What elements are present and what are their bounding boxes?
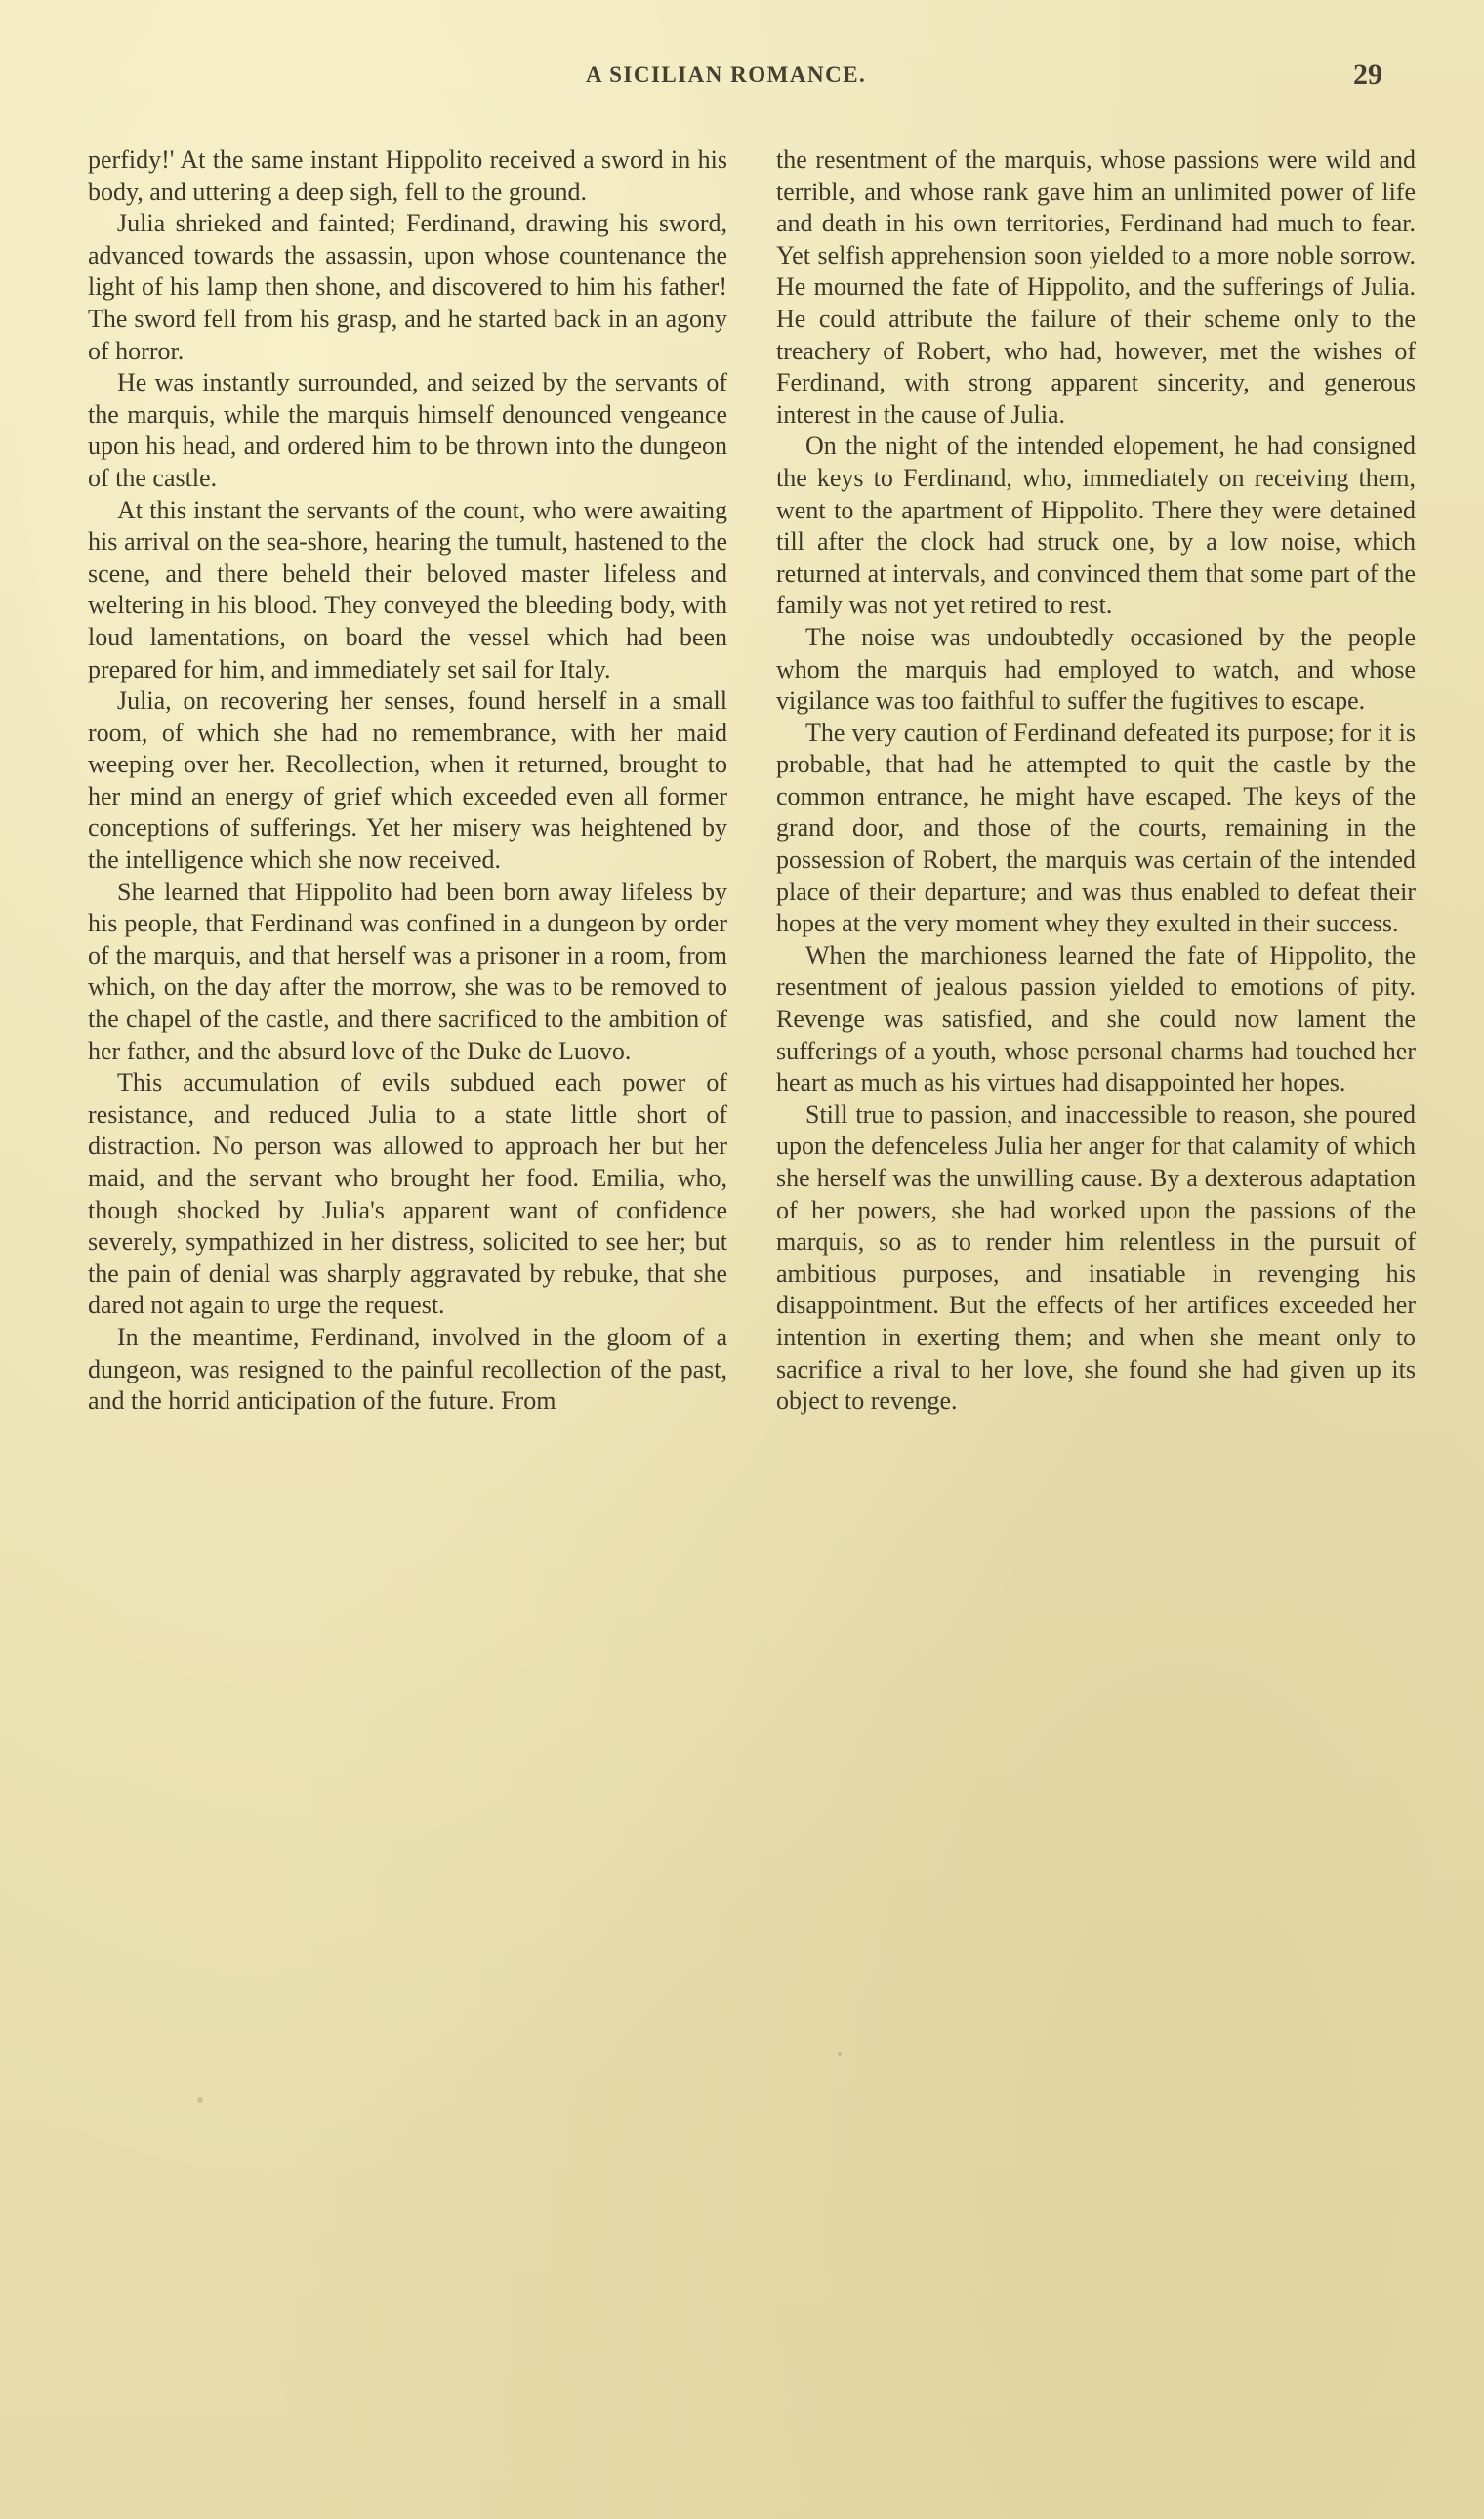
paragraph: This accumulation of evils subdued each power of resistance, and reduced Julia to a state little short of distraction. No person was allowed to approach her but her maid, and the servant who brought her food. Emilia, who, though shocked by Julia's apparent want of confidence severely, sympathized in her distress, solicited to see her; but the pain of denial was sharply aggravated by rebuke, that she dared not again to urge the request. xyxy=(88,1068,727,1320)
paragraph: perfidy!' At the same instant Hippolito received a sword in his body, and uttering a deep sigh, fell to the ground. xyxy=(88,145,727,206)
paragraph: On the night of the intended elopement, he had consigned the keys to Ferdinand, who, immediately on receiving them, went to the apartment of Hippolito. There they were detained till after the clock had struck one, by a low noise, which returned at intervals, and convinced them that some part of the family was not yet retired to rest. xyxy=(776,432,1416,620)
paragraph: She learned that Hippolito had been born away lifeless by his people, that Ferdinand was confined in a dungeon by order of the marquis, and that herself was a prisoner in a room, from which, on the day after the morrow, she was to be removed to the chapel of the castle, and there sacrificed to the ambition of her father, and the absurd love of the Duke de Luovo. xyxy=(88,877,727,1065)
left-column xyxy=(88,145,727,1418)
paragraph: Julia shrieked and fainted; Ferdinand, drawing his sword, advanced towards the assassin, upon whose countenance the light of his lamp then shone, and discovered to him his father! The sword fell from his grasp, and he started back in an agony of horror. xyxy=(88,209,727,365)
page-header xyxy=(78,59,1406,102)
paragraph: In the meantime, Ferdinand, involved in the gloom of a dungeon, was resigned to the painful recollection of the past, and the horrid anticipation of the future. From xyxy=(88,1322,727,1416)
paragraph: The very caution of Ferdinand defeated its purpose; for it is probable, that had he attempted to quit the castle by the common entrance, he might have escaped. The keys of the grand door, and those of the courts, remaining in the possession of Robert, the marquis was certain of the intended place of their departure; and was thus enabled to defeat their hopes at the very moment whey they exulted in their success. xyxy=(776,718,1416,938)
paragraph: When the marchioness learned the fate of Hippolito, the resentment of jealous passion yielded to emotions of pity. Revenge was satisfied, and she could now lament the sufferings of a youth, whose personal charms had touched her heart as much as his virtues had disappointed her hopes. xyxy=(776,940,1416,1097)
paper-speck xyxy=(838,2052,842,2056)
paper-speck xyxy=(517,1207,522,1212)
paper-speck xyxy=(197,2097,203,2103)
paragraph: The noise was undoubtedly occasioned by the people whom the marquis had employed to watch, and whose vigilance was too faithful to suffer the fugitives to escape. xyxy=(776,622,1416,716)
paragraph: At this instant the servants of the count, who were awaiting his arrival on the sea-shore, hearing the tumult, hastened to the scene, and there beheld their beloved master lifeless and weltering in his blood. They conveyed the bleeding body, with loud lamentations, on board the vessel which had been prepared for him, and immediately set sail for Italy. xyxy=(88,495,727,683)
paragraph: Still true to passion, and inaccessible to reason, she poured upon the defenceless Julia her anger for that calamity of which she herself was the unwilling cause. By a dexterous adaptation of her powers, she had worked upon the passions of the marquis, so as to render him relentless in the pursuit of ambitious purposes, and insatiable in revenging his disappointment. But the effects of her artifices exceeded her intention in exerting them; and when she meant only to sacrifice a rival to her love, she found she had given up its object to revenge. xyxy=(776,1099,1416,1416)
right-column xyxy=(776,145,1416,1418)
paragraph: Julia, on recovering her senses, found herself in a small room, of which she had no remembrance, with her maid weeping over her. Recollection, when it returned, brought to her mind an energy of grief which exceeded even all former conceptions of sufferings. Yet her misery was heightened by the intelligence which she now received. xyxy=(88,686,727,875)
running-title: A SICILIAN ROMANCE. xyxy=(586,62,867,87)
paragraph: the resentment of the marquis, whose passions were wild and terrible, and whose rank gave him an unlimited power of life and death in his own territories, Ferdinand had much to fear. Yet selfish apprehension soon yielded to a more noble sorrow. He mourned the fate of Hippolito, and the sufferings of Julia. He could attribute the failure of their scheme only to the treachery of Robert, who had, however, met the wishes of Ferdinand, with strong apparent sincerity, and generous interest in the cause of Julia. xyxy=(776,145,1416,429)
paragraph: He was instantly surrounded, and seized by the servants of the marquis, while the marquis himself denounced vengeance upon his head, and ordered him to be thrown into the dungeon of the castle. xyxy=(88,368,727,492)
page-number: 29 xyxy=(1353,59,1382,91)
